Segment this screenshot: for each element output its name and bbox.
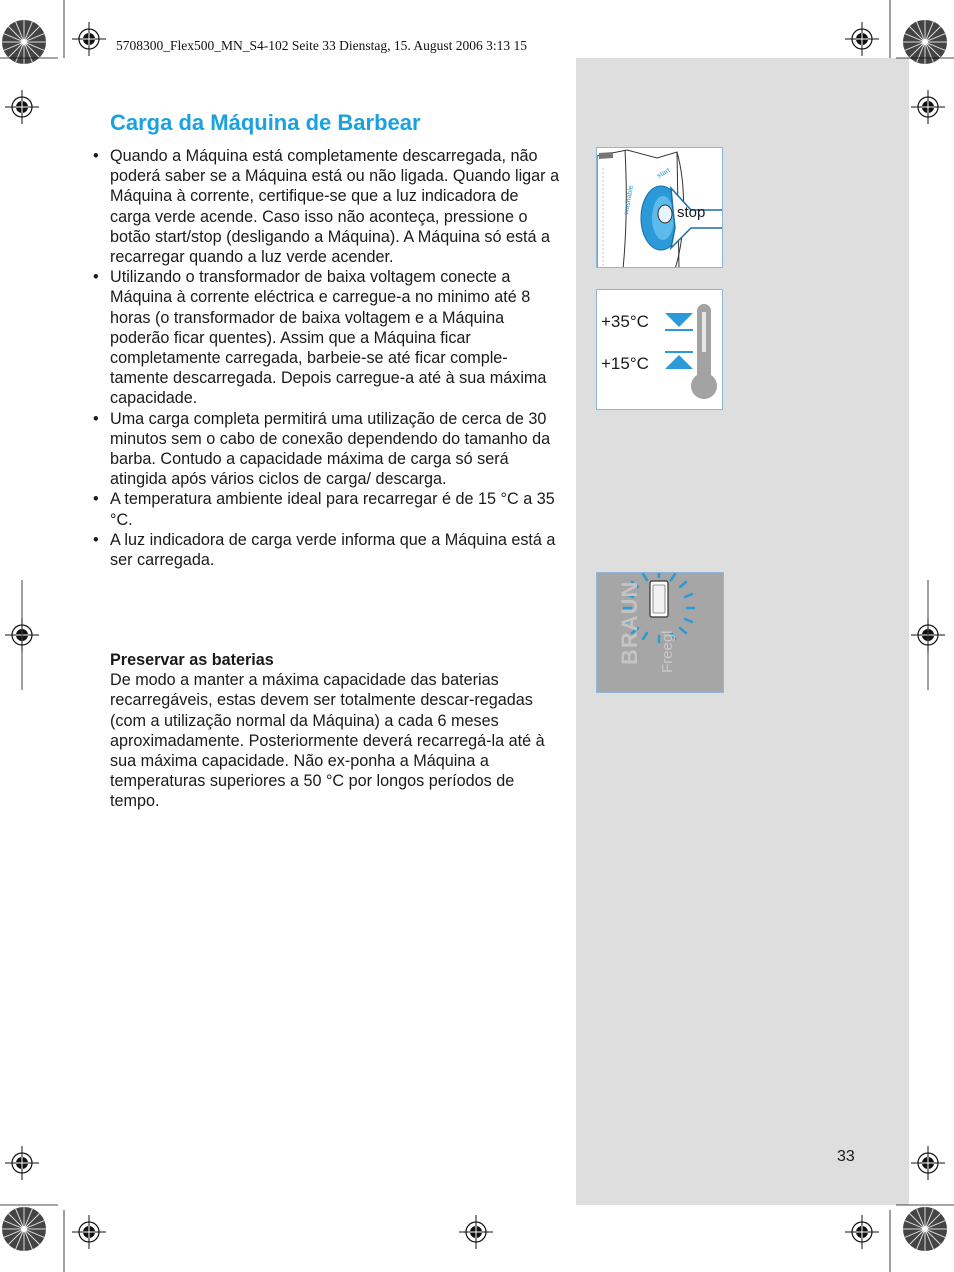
section-title: Carga da Máquina de Barbear <box>110 110 421 135</box>
print-header: 5708300_Flex500_MN_S4-102 Seite 33 Dienstag, 15. August 2006 3:13 15 <box>116 38 527 53</box>
model-label: Freegl <box>659 630 676 673</box>
page-number: 33 <box>837 1148 855 1165</box>
stop-label: stop <box>677 204 706 221</box>
temp-min-label: +15°C <box>601 354 649 373</box>
subsection-title: Preservar as baterias <box>110 651 274 669</box>
temp-max-label: +35°C <box>601 312 649 331</box>
bullet-item: • Utilizando o transformador de baixa voltagem conecte a Máquina à corrente eléctrica e carregue-a no minimo até 8 horas (o transformador de baixa voltagem e a Máquina poderão ficar quentes). Assim que a Máquina ficar completamente carregada, barbeie-se até ficar comple-tamente descarregada. Depois carregue-a até à sua máxima capacidade. <box>92 267 562 408</box>
bullet-item: • Uma carga completa permitirá uma utilização de cerca de 30 minutos sem o cabo de conexão dependendo do tamanho da barba. Contudo a capacidade máxima de carga só será atingida após vários ciclos de carga/ descarga. <box>92 409 562 490</box>
washable-label: washable <box>623 184 636 216</box>
bullet-item: • A temperatura ambiente ideal para recarregar é de 15 °C a 35 °C. <box>92 489 562 529</box>
subsection-text: De modo a manter a máxima capacidade das baterias recarregáveis, estas devem ser totalmente descar-regadas (com a utilização normal da Máquina) a cada 6 meses aproximadamente. Posteriormente deverá recarregá-la até à sua máxima capacidade. Não ex-ponha a Máquina a temperaturas superiores a 50 °C por longos períodos de tempo. <box>110 671 545 811</box>
start-label: start <box>656 167 672 180</box>
brand-logo-text: BRAUN <box>617 580 642 665</box>
bullet-item: • Quando a Máquina está completamente descarregada, não poderá saber se a Máquina está ou não ligada. Quando ligar a Máquina à corrente, certifique-se que a luz indicadora de carga verde acende. Caso isso não aconteça, pressione o botão start/stop (desligando a Máquina). A Máquina só está a recarregar quando a luz verde acender. <box>92 146 562 267</box>
bullet-item: • A luz indicadora de carga verde informa que a Máquina está a ser carregada. <box>92 530 562 570</box>
